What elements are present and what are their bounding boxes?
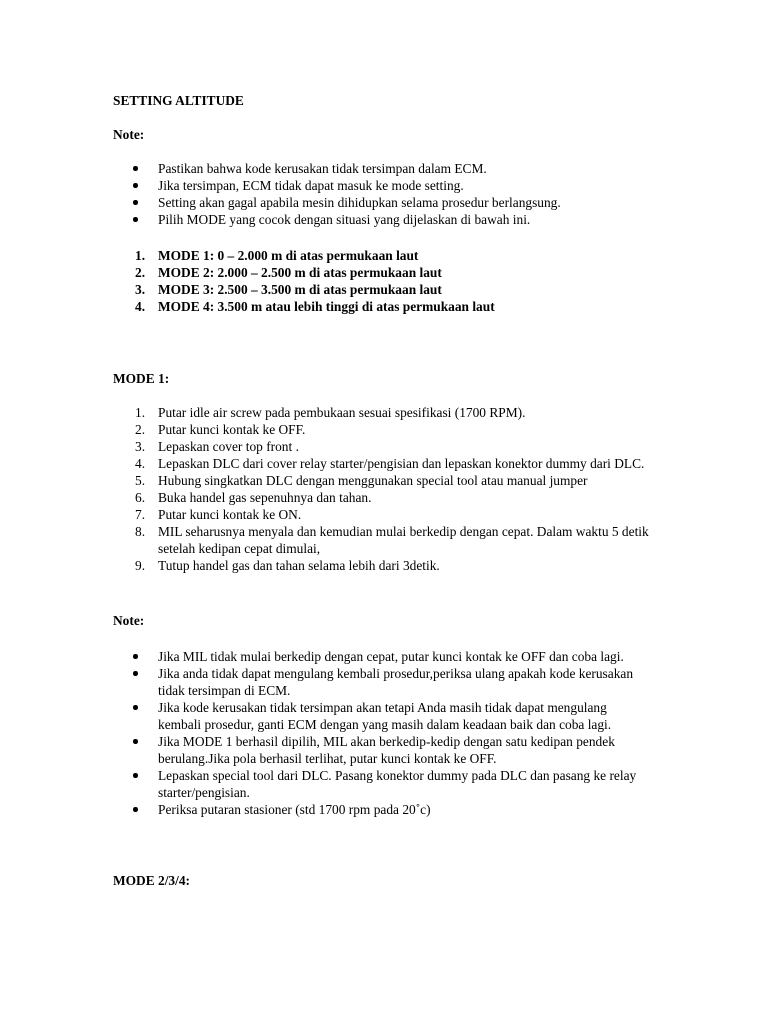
list-item: 1. Putar idle air screw pada pembukaan sesuai spesifikasi (1700 RPM). [135,405,526,420]
mode234-heading: MODE 2/3/4: [113,873,190,888]
list-item: 4. MODE 4: 3.500 m atau lebih tinggi di atas permukaan laut [135,299,495,314]
step-text: Buka handel gas sepenuhnya dan tahan. [158,490,372,505]
list-item: 3. MODE 3: 2.500 – 3.500 m di atas permukaan laut [135,282,442,297]
mode1-steps-list [113,404,653,574]
step-text: Hubung singkatkan DLC dengan menggunakan special tool atau manual jumper [158,473,588,488]
mode-text: MODE 2: 2.000 – 2.500 m di atas permukaan laut [158,265,442,280]
note2-label: Note: [113,613,145,628]
list-item: 3. Lepaskan cover top front . [135,439,299,454]
list-item: Lepaskan special tool dari DLC. Pasang konektor dummy pada DLC dan pasang ke relay starter/pengisian. [113,767,653,801]
list-item: Jika anda tidak dapat mengulang kembali prosedur,periksa ulang apakah kode kerusakan tidak tersimpan di ECM. [113,665,653,699]
list-item: Jika kode kerusakan tidak tersimpan akan tetapi Anda masih tidak dapat mengulang kembali prosedur, ganti ECM dengan yang masih dalam keadaan baik dan coba lagi. [113,699,653,733]
list-item: 2. Putar kunci kontak ke OFF. [135,422,306,437]
mode-text: MODE 4: 3.500 m atau lebih tinggi di atas permukaan laut [158,299,495,314]
mode-text: MODE 1: 0 – 2.000 m di atas permukaan laut [158,248,419,263]
list-item: Pilih MODE yang cocok dengan situasi yang dijelaskan di bawah ini. [113,211,653,228]
step-text: Putar idle air screw pada pembukaan sesuai spesifikasi (1700 RPM). [158,405,526,420]
list-item: Jika MIL tidak mulai berkedip dengan cepat, putar kunci kontak ke OFF dan coba lagi. [113,648,653,665]
list-item: Setting akan gagal apabila mesin dihidupkan selama prosedur berlangsung. [113,194,653,211]
list-item: 5. Hubung singkatkan DLC dengan menggunakan special tool atau manual jumper [135,473,588,488]
step-text: Tutup handel gas dan tahan selama lebih dari 3detik. [158,558,440,573]
list-item: 9. Tutup handel gas dan tahan selama lebih dari 3detik. [135,558,440,573]
step-text: Lepaskan cover top front . [158,439,299,454]
list-item: Periksa putaran stasioner (std 1700 rpm pada 20˚c) [113,801,653,818]
list-item: 1. MODE 1: 0 – 2.000 m di atas permukaan laut [135,248,419,263]
list-item: 8. MIL seharusnya menyala dan kemudian mulai berkedip dengan cepat. Dalam waktu 5 detik setelah kedipan cepat dimulai, [135,524,649,556]
mode1-heading: MODE 1: [113,371,170,386]
mode-list [113,247,653,315]
page-title: SETTING ALTITUDE [113,93,244,108]
intro-bullet-list [113,160,653,228]
mode-text: MODE 3: 2.500 – 3.500 m di atas permukaan laut [158,282,442,297]
step-text: Lepaskan DLC dari cover relay starter/pengisian dan lepaskan konektor dummy dari DLC. [158,456,645,471]
note2-bullet-list [113,648,653,818]
list-item: Jika tersimpan, ECM tidak dapat masuk ke mode setting. [113,177,653,194]
step-text: Putar kunci kontak ke OFF. [158,422,306,437]
list-item: 4. Lepaskan DLC dari cover relay starter/pengisian dan lepaskan konektor dummy dari DLC. [135,456,645,471]
list-item: 6. Buka handel gas sepenuhnya dan tahan. [135,490,372,505]
note-label: Note: [113,127,145,142]
step-text: MIL seharusnya menyala dan kemudian mulai berkedip dengan cepat. Dalam waktu 5 detik setelah kedipan cepat dimulai, [158,524,649,556]
step-text: Putar kunci kontak ke ON. [158,507,302,522]
list-item: 7. Putar kunci kontak ke ON. [135,507,302,522]
list-item: 2. MODE 2: 2.000 – 2.500 m di atas permukaan laut [135,265,442,280]
list-item: Pastikan bahwa kode kerusakan tidak tersimpan dalam ECM. [113,160,653,177]
list-item: Jika MODE 1 berhasil dipilih, MIL akan berkedip-kedip dengan satu kedipan pendek berulang.Jika pola berhasil terlihat, putar kunci kontak ke OFF. [113,733,653,767]
